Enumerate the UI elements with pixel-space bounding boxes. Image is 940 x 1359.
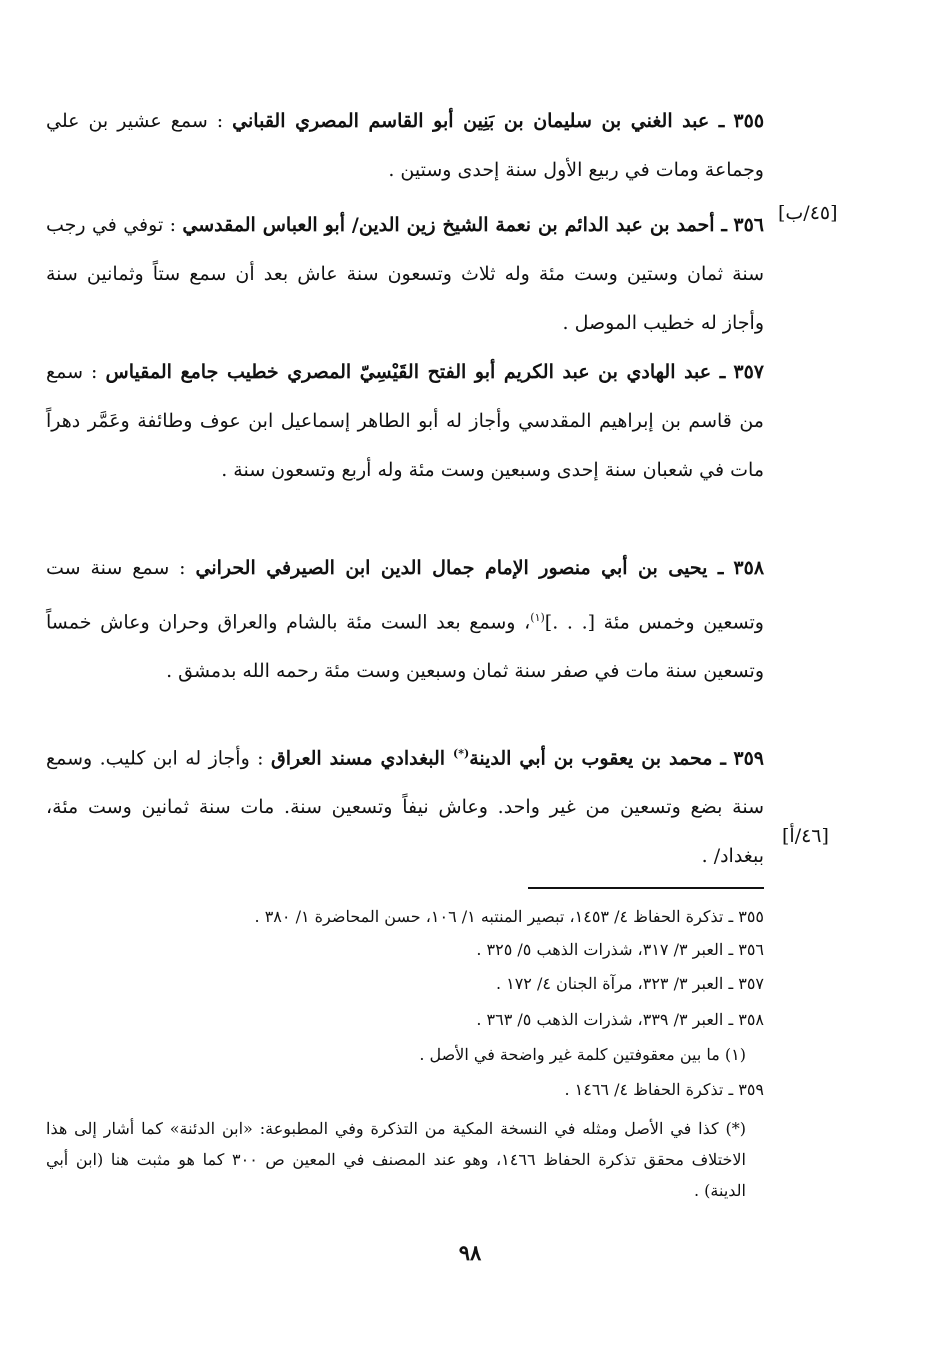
entry-number: ٣٥٩ xyxy=(733,747,764,770)
entry-heading: محمد بن يعقوب بن أبي الدينة xyxy=(469,747,713,770)
entry-heading: يحيى بن أبي منصور الإمام جمال الدين ابن الصيرفي الحراني xyxy=(195,557,708,579)
footnote-ref-star: (*) xyxy=(453,747,470,760)
entry-body: : وأجاز له ابن كليب. وسمع سنة بضع وتسعين من غير واحد. وعاش نيفاً وتسعين سنة. مات سنة ثمانين وست مئة، ببغداد/ . xyxy=(46,747,764,868)
entry-body: : توفي في رجب سنة ثمان وستين وست مئة وله ثلاث وتسعون سنة عاش بعد أن سمع ستاً وثمانين سنة وأجاز له خطيب الموصل . xyxy=(46,214,764,334)
entry-number: ٣٥٨ xyxy=(733,557,765,579)
footnote-star: (*) كذا في الأصل ومثله في النسخة المكية من التذكرة وفي المطبوعة: «ابن الدئنة» كما أشار إلى هذا الاختلاف محقق تذكرة الحفاظ ١٤٦٦، وهو عند المصنف في المعين ص ٣٠٠ كما هو مثبت هنا (ابن أبي الدينة) . xyxy=(46,1119,747,1200)
page-number: ٩٨ xyxy=(458,1240,482,1265)
footnote-358: ٣٥٨ ـ العبر ٣/ ٣٣٩، شذرات الذهب ٥/ ٣٦٣ . xyxy=(476,1010,764,1029)
entry-number: ٣٥٥ xyxy=(733,110,765,132)
footnote-1: (١) ما بين معقوفتين كلمة غير واضحة في الأصل . xyxy=(419,1045,746,1064)
footnote-355: ٣٥٥ ـ تذكرة الحفاظ ٤/ ١٤٥٣، تبصير المنتبه ١/ ١٠٦، حسن المحاضرة ١/ ٣٨٠ . xyxy=(254,907,764,926)
entry-355: ٣٥٥ ـ عبد الغني بن سليمان بن بَنِين أبو القاسم المصري القباني : سمع عشير بن علي وجماعة ومات في ربيع الأول سنة إحدى وستين . xyxy=(46,110,765,181)
entry-357: ٣٥٧ ـ عبد الهادي بن عبد الكريم أبو الفتح القَيْسِيّ المصري خطيب جامع المقياس : سمع من قاسم بن إبراهيم المقدسي وأجاز له أبو الطاهر إسماعيل ابن عوف وطائفة وعَمَّر دهراً مات في شعبان سنة إحدى وسبعين وست مئة وله أربع وتسعون سنة . xyxy=(46,361,764,481)
entry-heading: عبد الهادي بن عبد الكريم أبو الفتح القَيْسِيّ المصري خطيب جامع المقياس xyxy=(105,361,712,383)
entry-358: ٣٥٨ ـ يحيى بن أبي منصور الإمام جمال الدين ابن الصيرفي الحراني : سمع سنة ست وتسعين وخمس مئة [. . .]$^{(١)}$، وسمع بعد الست مئة بالشام والعراق وحران وعاش خمساً وتسعين سنة مات في صفر سنة ثمان وسبعين وست مئة رحمه الله بدمشق . xyxy=(46,557,765,683)
entry-body: : سمع عشير بن علي وجماعة ومات في ربيع الأول سنة إحدى وستين . xyxy=(46,110,764,181)
folio-marker-46a: [٤٦/أ] xyxy=(782,825,829,847)
entry-heading: أحمد بن عبد الدائم بن نعمة الشيخ زين الدين/ أبو العباس المقدسي xyxy=(182,214,715,236)
entry-body: : سمع سنة ست وتسعين وخمس مئة [. . .] xyxy=(46,557,764,634)
entry-heading: عبد الغني بن سليمان بن بَنِين أبو القاسم المصري القباني xyxy=(232,110,710,132)
entry-359: ٣٥٩ ـ محمد بن يعقوب بن أبي الدينة(*) البغدادي مسند العراق : وأجاز له ابن كليب. وسمع سنة بضع وتسعين من غير واحد. وعاش نيفاً وتسعين سنة. مات سنة ثمانين وست مئة، ببغداد/ . xyxy=(46,747,764,868)
entry-356: ٣٥٦ ـ أحمد بن عبد الدائم بن نعمة الشيخ زين الدين/ أبو العباس المقدسي : توفي في رجب سنة ثمان وستين وست مئة وله ثلاث وتسعون سنة عاش بعد أن سمع ستاً وثمانين سنة وأجاز له خطيب الموصل . xyxy=(46,214,765,334)
footnote-357: ٣٥٧ ـ العبر ٣/ ٣٢٣، مرآة الجنان ٤/ ١٧٢ . xyxy=(495,974,764,993)
entry-body: : سمع من قاسم بن إبراهيم المقدسي وأجاز له أبو الطاهر إسماعيل ابن عوف وطائفة وعَمَّر دهراً مات في شعبان سنة إحدى وسبعين وست مئة وله أربع وتسعون سنة . xyxy=(46,361,764,481)
footnote-rule xyxy=(528,887,764,889)
footnote-359: ٣٥٩ ـ تذكرة الحفاظ ٤/ ١٤٦٦ . xyxy=(564,1080,764,1099)
entry-number: ٣٥٦ xyxy=(733,214,765,236)
footnote-356: ٣٥٦ ـ العبر ٣/ ٣١٧، شذرات الذهب ٥/ ٣٢٥ . xyxy=(476,940,764,959)
entry-heading-cont: البغدادي مسند العراق xyxy=(270,747,454,770)
entry-body-cont: ، وسمع بعد الست مئة بالشام والعراق وحران وعاش خمساً وتسعين سنة مات في صفر سنة ثمان وسبعين وست مئة رحمه الله بدمشق . xyxy=(46,611,764,683)
entry-number: ٣٥٧ xyxy=(733,361,764,383)
footnote-ref-1: (١) xyxy=(530,611,545,624)
folio-marker-45b: [٤٥/ب] xyxy=(778,202,838,224)
